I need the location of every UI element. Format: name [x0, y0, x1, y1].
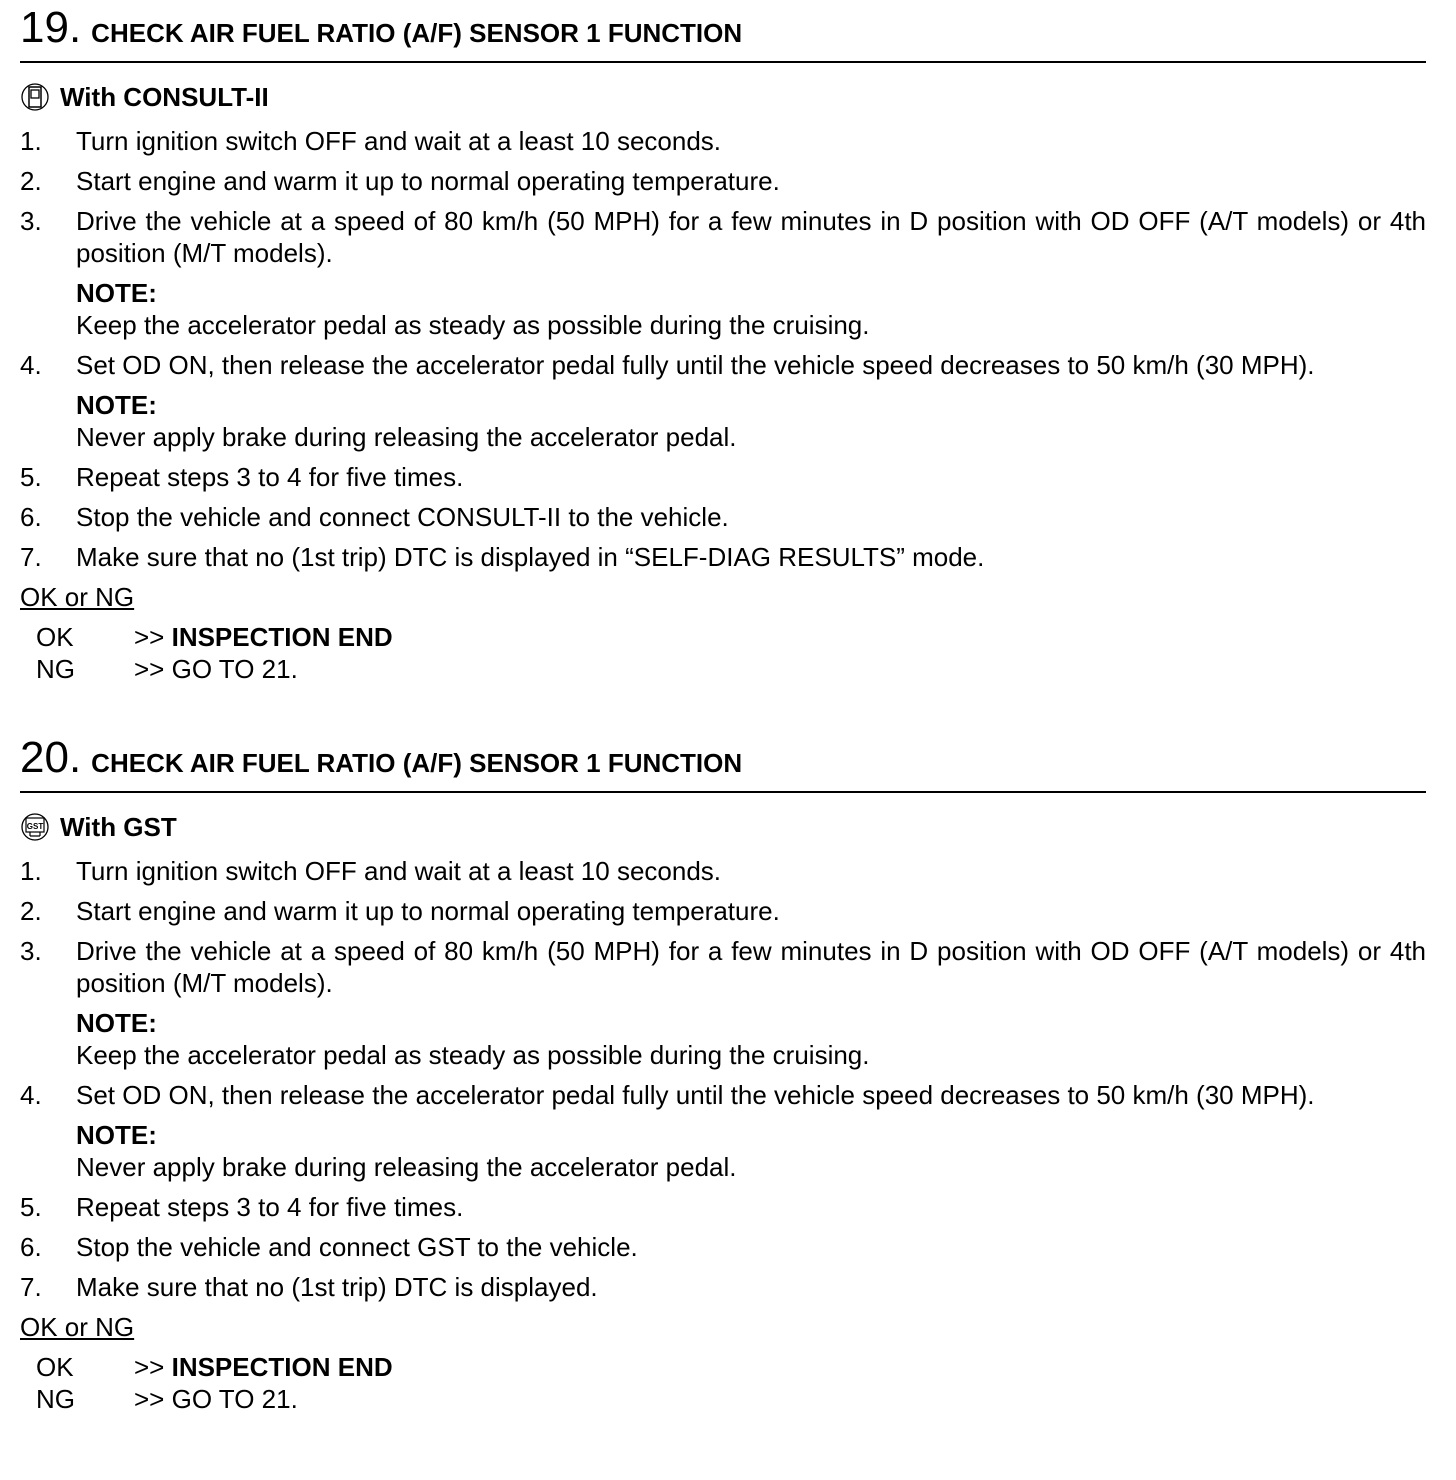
list-item — [20, 935, 1426, 999]
result-key: OK — [36, 622, 74, 652]
list-item — [20, 125, 1426, 157]
step-number: 20. — [20, 733, 82, 782]
item-text: Start engine and warm it up to normal operating temperature. — [76, 896, 780, 926]
note-text: Never apply brake during releasing the accelerator pedal. — [76, 422, 737, 452]
list-item — [20, 541, 1426, 573]
result-arrow: >> — [134, 1384, 172, 1414]
item-text: Turn ignition switch OFF and wait at a least 10 seconds. — [76, 126, 722, 156]
note — [76, 277, 1426, 341]
list-item — [20, 349, 1426, 381]
ok-or-ng-label: OK or NG — [20, 1312, 135, 1342]
list-item — [20, 1231, 1426, 1263]
item-text: Set OD ON, then release the accelerator pedal fully until the vehicle speed decreases to 50 km/h (30 MPH). — [76, 1080, 1315, 1110]
list-item — [20, 1191, 1426, 1223]
step-header — [20, 0, 742, 60]
item-number: 4. — [20, 1080, 42, 1110]
item-number: 3. — [20, 206, 42, 236]
result-arrow: >> — [134, 622, 172, 652]
item-number: 6. — [20, 502, 42, 532]
note-label: NOTE: — [76, 1120, 157, 1150]
gst-icon — [20, 812, 60, 842]
note-text: Keep the accelerator pedal as steady as possible during the cruising. — [76, 1040, 870, 1070]
result-arrow: >> — [134, 654, 172, 684]
item-text: Repeat steps 3 to 4 for five times. — [76, 462, 464, 492]
item-number: 4. — [20, 350, 42, 380]
item-text: Stop the vehicle and connect GST to the vehicle. — [76, 1232, 638, 1262]
result-arrow: >> — [134, 1352, 172, 1382]
note-text: Keep the accelerator pedal as steady as possible during the cruising. — [76, 310, 870, 340]
step-title: CHECK AIR FUEL RATIO (A/F) SENSOR 1 FUNCTION — [91, 18, 743, 48]
header-rule — [20, 791, 1426, 793]
note-text: Never apply brake during releasing the accelerator pedal. — [76, 1152, 737, 1182]
list-item — [20, 461, 1426, 493]
result-value — [134, 1351, 393, 1383]
list-item — [20, 205, 1426, 269]
method-label: With CONSULT-II — [60, 82, 269, 112]
result-row — [36, 621, 1426, 653]
consult-ii-icon — [20, 82, 60, 112]
item-number: 1. — [20, 856, 42, 886]
note — [76, 1007, 1426, 1071]
result-row — [36, 653, 1426, 685]
step-body — [20, 807, 1426, 1415]
item-number: 6. — [20, 1232, 42, 1262]
header-rule — [20, 61, 1426, 63]
result-action: GO TO 21. — [171, 654, 298, 684]
item-number: 3. — [20, 936, 42, 966]
method-heading — [20, 77, 1426, 117]
item-text: Make sure that no (1st trip) DTC is displayed in “SELF-DIAG RESULTS” mode. — [76, 542, 985, 572]
note — [76, 1119, 1426, 1183]
list-item — [20, 855, 1426, 887]
ok-or-ng-label: OK or NG — [20, 582, 135, 612]
item-text: Drive the vehicle at a speed of 80 km/h (50 MPH) for a few minutes in D position with OD OFF (A/T models) or 4th position (M/T models). — [76, 206, 1426, 268]
result-value — [134, 653, 298, 685]
item-number: 5. — [20, 1192, 42, 1222]
result-row — [36, 1383, 1426, 1415]
list-item — [20, 1079, 1426, 1111]
note — [76, 389, 1426, 453]
note-label: NOTE: — [76, 390, 157, 420]
item-text: Make sure that no (1st trip) DTC is displayed. — [76, 1272, 598, 1302]
step-header — [20, 730, 742, 790]
item-text: Set OD ON, then release the accelerator pedal fully until the vehicle speed decreases to 50 km/h (30 MPH). — [76, 350, 1315, 380]
result-value — [134, 621, 393, 653]
item-text: Stop the vehicle and connect CONSULT-II to the vehicle. — [76, 502, 729, 532]
result-action: INSPECTION END — [171, 1352, 393, 1382]
method-heading — [20, 807, 1426, 847]
step-body — [20, 77, 1426, 685]
result-key: NG — [36, 654, 75, 684]
result-row — [36, 1351, 1426, 1383]
item-number: 7. — [20, 1272, 42, 1302]
item-number: 5. — [20, 462, 42, 492]
item-number: 1. — [20, 126, 42, 156]
note-label: NOTE: — [76, 1008, 157, 1038]
method-label: With GST — [60, 812, 177, 842]
procedure-step-0 — [0, 0, 1456, 730]
list-item — [20, 165, 1426, 197]
item-text: Repeat steps 3 to 4 for five times. — [76, 1192, 464, 1222]
item-number: 7. — [20, 542, 42, 572]
svg-text:GST: GST — [26, 822, 44, 831]
item-text: Turn ignition switch OFF and wait at a least 10 seconds. — [76, 856, 722, 886]
step-title: CHECK AIR FUEL RATIO (A/F) SENSOR 1 FUNCTION — [91, 748, 743, 778]
note-label: NOTE: — [76, 278, 157, 308]
item-text: Start engine and warm it up to normal operating temperature. — [76, 166, 780, 196]
item-number: 2. — [20, 896, 42, 926]
list-item — [20, 895, 1426, 927]
procedure-step-1 — [0, 730, 1456, 1460]
list-item — [20, 501, 1426, 533]
result-value — [134, 1383, 298, 1415]
result-key: NG — [36, 1384, 75, 1414]
item-number: 2. — [20, 166, 42, 196]
item-text: Drive the vehicle at a speed of 80 km/h (50 MPH) for a few minutes in D position with OD OFF (A/T models) or 4th position (M/T models). — [76, 936, 1426, 998]
result-action: INSPECTION END — [171, 622, 393, 652]
result-action: GO TO 21. — [171, 1384, 298, 1414]
result-key: OK — [36, 1352, 74, 1382]
step-number: 19. — [20, 3, 82, 52]
list-item — [20, 1271, 1426, 1303]
